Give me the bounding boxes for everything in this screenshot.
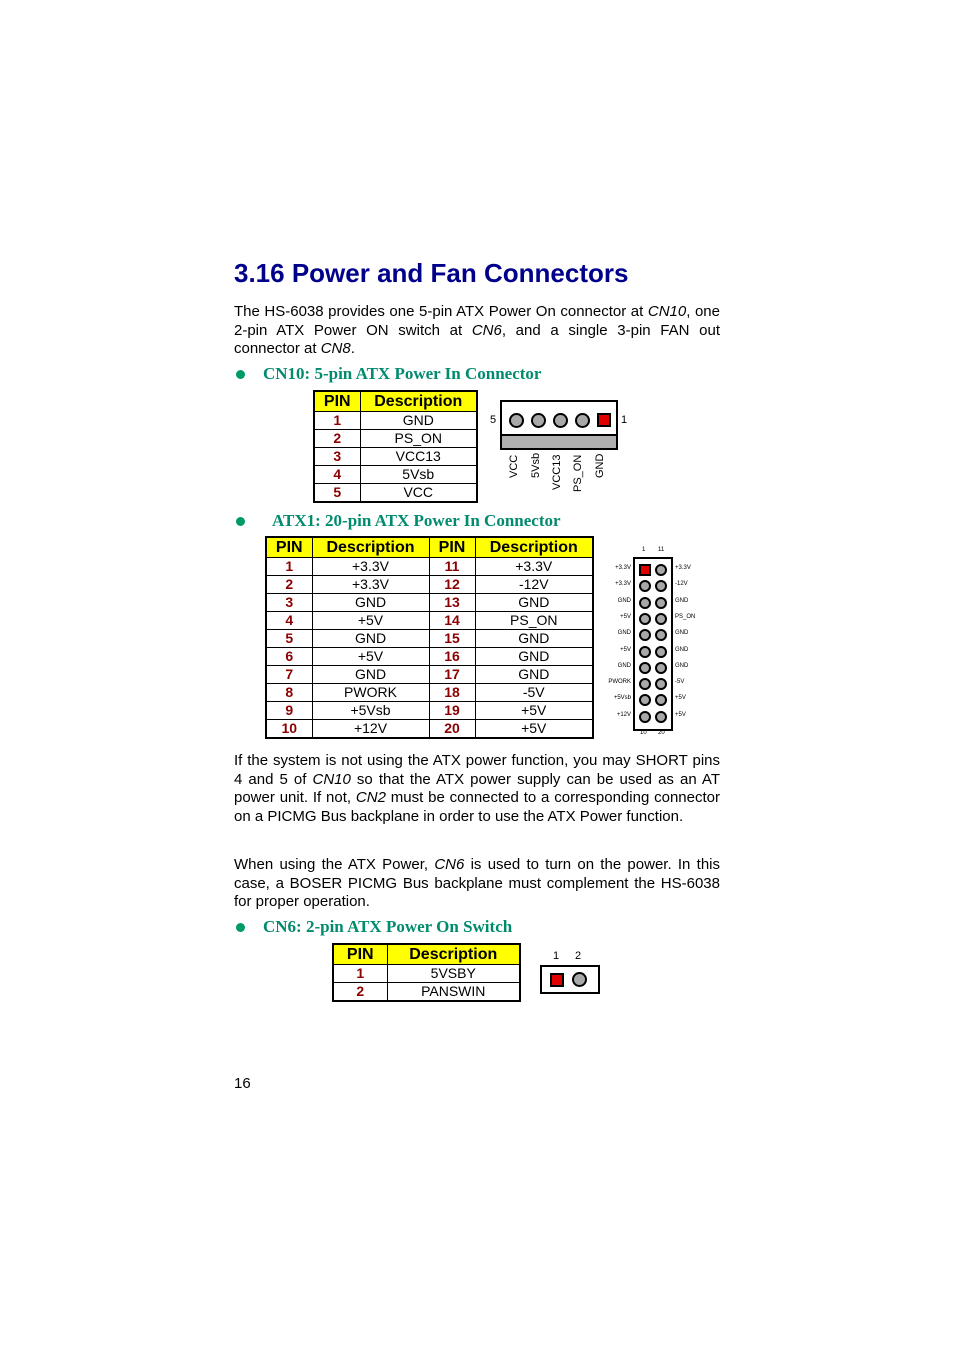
- pin-number: 19: [429, 702, 475, 720]
- pin1-square-icon: [597, 413, 611, 427]
- bullet-icon: [236, 923, 245, 932]
- pin-description: +5V: [312, 648, 429, 666]
- pin-description: GND: [312, 630, 429, 648]
- table-row: [266, 666, 593, 684]
- pin-number: 3: [266, 594, 312, 612]
- table-row: [266, 630, 593, 648]
- table-header: Description: [360, 391, 477, 412]
- pin-signal-label: GND: [675, 662, 689, 669]
- pin-number: 5: [314, 484, 360, 503]
- pin-signal-label: +3.3V: [675, 565, 691, 571]
- intro-cn8: CN8: [320, 340, 351, 358]
- bullet-icon: [236, 517, 245, 526]
- pin-icon: [575, 413, 590, 428]
- cn10-table: [313, 390, 478, 503]
- pin-number: 17: [429, 666, 475, 684]
- table-row: [314, 484, 477, 503]
- pin-number: 12: [429, 576, 475, 594]
- para3-text-b: is used to turn on the power. In this case, a BOSER PICMG Bus backplane must complement the HS-6038 for proper operation.: [234, 856, 720, 911]
- pin-signal-label: +5V: [675, 695, 686, 702]
- pin-description: GND: [475, 630, 593, 648]
- pin-description: +5Vsb: [312, 702, 429, 720]
- table-row: [266, 594, 593, 612]
- para2-text-c: must be connected to a corresponding connector on a PICMG Bus backplane in order to use the ATX Power function.: [234, 789, 721, 825]
- pin-signal-label: +5V: [620, 613, 631, 620]
- atx1-heading: ATX1: 20-pin ATX Power In Connector: [272, 511, 561, 530]
- cn10-connector-diagram: [488, 400, 638, 495]
- table-row: [266, 648, 593, 666]
- pin-signal-label: +3.3V: [615, 581, 631, 588]
- table-row: [314, 466, 477, 484]
- para2-cn10: CN10: [312, 770, 351, 788]
- cn6-table: [332, 943, 521, 1002]
- pin-number: 20: [429, 720, 475, 739]
- pin-icon: [639, 678, 651, 690]
- pin-icon: [655, 646, 667, 658]
- pin-icon: [531, 413, 546, 428]
- table-header: PIN: [314, 391, 360, 412]
- intro-paragraph: [234, 303, 720, 359]
- pin-number: 11: [429, 558, 475, 576]
- table-row: [266, 720, 593, 739]
- pin-signal-label: GND: [617, 662, 631, 669]
- pin-signal-label: GND: [675, 646, 689, 653]
- pin-signal-label: GND: [675, 597, 689, 604]
- intro-text-4: .: [350, 340, 355, 358]
- pin-label-5: 5: [490, 414, 497, 426]
- pin-number: 3: [314, 448, 360, 466]
- pin-number: 1: [314, 412, 360, 430]
- pin-description: PS_ON: [475, 612, 593, 630]
- table-header: Description: [387, 944, 520, 965]
- pin-number: 15: [429, 630, 475, 648]
- pin-description: VCC13: [360, 448, 477, 466]
- intro-cn10: CN10: [647, 303, 687, 320]
- pin-description: +5V: [475, 720, 593, 739]
- table-header: PIN: [333, 944, 387, 965]
- para2-text-b: so that the ATX power supply can be used as an AT power unit. If not,: [234, 770, 720, 807]
- pin-number: 14: [429, 612, 475, 630]
- table-row: [266, 558, 593, 576]
- table-header: Description: [312, 537, 429, 558]
- pin-signal-label: +5Vsb: [613, 695, 631, 702]
- pin-icon: [553, 413, 568, 428]
- intro-text-3: , and a single 3-pin FAN out connector at: [234, 321, 720, 358]
- pin-description: GND: [475, 666, 593, 684]
- pin-icon: [655, 678, 667, 690]
- pin-description: VCC: [360, 484, 477, 503]
- pin1-square-icon: [639, 564, 651, 576]
- pin-description: GND: [360, 412, 477, 430]
- pin-signal-label: +5V: [620, 646, 631, 653]
- pin-number: 18: [429, 684, 475, 702]
- pin-label-2: 2: [575, 950, 582, 962]
- cn10-label: GND: [594, 453, 606, 478]
- pin-description: GND: [312, 666, 429, 684]
- pin-icon: [509, 413, 524, 428]
- pin-description: 5VSBY: [387, 965, 520, 983]
- table-row: [266, 684, 593, 702]
- table-header: PIN: [266, 537, 312, 558]
- pin-description: -5V: [475, 684, 593, 702]
- pin-icon: [655, 662, 667, 674]
- pin-description: +5V: [475, 702, 593, 720]
- intro-text-2: , one 2-pin ATX Power ON switch at: [234, 303, 720, 339]
- intro-text-1: The HS-6038 provides one 5-pin ATX Power On connector at: [234, 303, 648, 320]
- pin-description: 5Vsb: [360, 466, 477, 484]
- intro-cn6: CN6: [471, 321, 502, 339]
- pin-number: 10: [266, 720, 312, 739]
- pin-label-1: 1: [642, 547, 646, 553]
- cn10-label: VCC: [508, 454, 520, 478]
- table-row: [266, 576, 593, 594]
- pin-icon: [639, 711, 651, 723]
- connector-housing: [500, 400, 618, 450]
- pin-signal-label: GND: [675, 630, 689, 637]
- pin-icon: [655, 613, 667, 625]
- table-row: [266, 702, 593, 720]
- pin-number: 1: [333, 965, 387, 983]
- pin-number: 13: [429, 594, 475, 612]
- atx1-connector-diagram: [600, 545, 710, 740]
- pin-description: +3.3V: [312, 558, 429, 576]
- table-header: Description: [475, 537, 593, 558]
- pin-description: PANSWIN: [387, 983, 520, 1002]
- cn10-label: VCC13: [551, 454, 563, 490]
- cn6-connector-diagram: [540, 950, 602, 995]
- para3-cn6: CN6: [434, 856, 465, 873]
- atx-short-paragraph: [234, 752, 720, 826]
- pin-description: +3.3V: [312, 576, 429, 594]
- table-row: [314, 412, 477, 430]
- pin1-square-icon: [550, 973, 564, 987]
- pin-signal-label: +3.3V: [615, 565, 631, 571]
- pin-description: +12V: [312, 720, 429, 739]
- pin-description: -12V: [475, 576, 593, 594]
- pin-number: 2: [266, 576, 312, 594]
- pin-number: 6: [266, 648, 312, 666]
- pin-label-10: 10: [640, 730, 647, 736]
- pin-icon: [572, 972, 587, 987]
- pin-number: 7: [266, 666, 312, 684]
- cn10-label: 5Vsb: [530, 452, 542, 478]
- pin-number: 2: [314, 430, 360, 448]
- connector-housing: [540, 965, 600, 994]
- section-title: 3.16 Power and Fan Connectors: [234, 258, 629, 288]
- pin-icon: [655, 597, 667, 609]
- pin-icon: [639, 613, 651, 625]
- table-row: [314, 448, 477, 466]
- atx-power-paragraph: [234, 856, 720, 912]
- pin-icon: [655, 711, 667, 723]
- pin-label-1: 1: [621, 414, 628, 426]
- table-row: [266, 612, 593, 630]
- pin-signal-label: +12V: [616, 711, 631, 718]
- pin-icon: [639, 646, 651, 658]
- page-number: 16: [234, 1075, 251, 1092]
- pin-description: +3.3V: [475, 558, 593, 576]
- para2-text-a: If the system is not using the ATX power function, you may SHORT pins 4 and 5 of: [234, 752, 720, 788]
- bullet-icon: [236, 370, 245, 379]
- atx1-table: [265, 536, 594, 739]
- pin-icon: [655, 564, 667, 576]
- pin-number: 9: [266, 702, 312, 720]
- pin-description: GND: [475, 594, 593, 612]
- cn10-heading: CN10: 5-pin ATX Power In Connector: [263, 364, 542, 383]
- pin-number: 1: [266, 558, 312, 576]
- pin-number: 16: [429, 648, 475, 666]
- pin-signal-label: GND: [617, 597, 631, 604]
- cn6-heading: CN6: 2-pin ATX Power On Switch: [263, 917, 513, 936]
- pin-number: 4: [266, 612, 312, 630]
- pin-description: PWORK: [312, 684, 429, 702]
- pin-description: GND: [475, 648, 593, 666]
- pin-description: PS_ON: [360, 430, 477, 448]
- pin-signal-label: +5V: [675, 711, 686, 718]
- pin-signal-label: PWORK: [608, 679, 631, 686]
- table-row: [333, 983, 520, 1002]
- pin-description: GND: [312, 594, 429, 612]
- pin-number: 5: [266, 630, 312, 648]
- para3-text-a: When using the ATX Power,: [234, 856, 435, 873]
- pin-description: +5V: [312, 612, 429, 630]
- pin-signal-label: GND: [617, 630, 631, 637]
- pin-label-1: 1: [553, 950, 560, 962]
- pin-number: 4: [314, 466, 360, 484]
- pin-signal-label: -12V: [675, 581, 688, 588]
- pin-icon: [639, 597, 651, 609]
- pin-label-11: 11: [658, 547, 665, 553]
- pin-signal-label: -5V: [675, 679, 685, 686]
- para2-cn2: CN2: [355, 789, 386, 807]
- cn10-label: PS_ON: [572, 454, 584, 492]
- table-row: [314, 430, 477, 448]
- pin-number: 8: [266, 684, 312, 702]
- connector-latch: [502, 434, 616, 448]
- pin-label-20: 20: [658, 730, 665, 736]
- pin-icon: [639, 662, 651, 674]
- table-header: PIN: [429, 537, 475, 558]
- pin-number: 2: [333, 983, 387, 1002]
- pin-signal-label: PS_ON: [675, 613, 696, 620]
- table-row: [333, 965, 520, 983]
